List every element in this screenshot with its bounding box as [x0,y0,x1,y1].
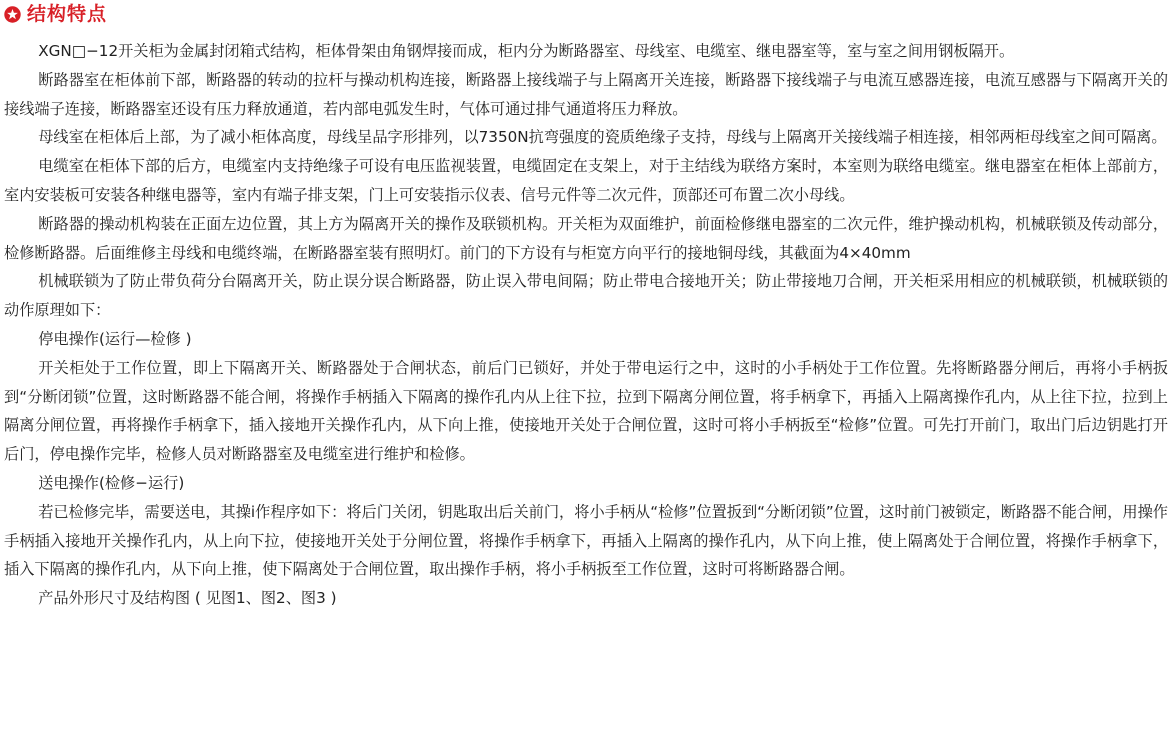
star-badge-icon [4,6,21,23]
paragraph-power-on-heading: 送电操作(检修−运行) [38,473,185,492]
paragraph-dimensions-note: 产品外形尺寸及结构图 ( 见图1、图2、图3 ) [38,589,337,608]
paragraph-structure-overview: XGN□−12开关柜为金属封闭箱式结构，柜体骨架由角钢焊接而成，柜内分为断路器室、母线室、电缆室、继电器室等，室与室之间用钢板隔开。 [38,42,1015,60]
section-header [4,1,107,27]
paragraph-power-off-procedure: 开关柜处于工作位置，即上下隔离开关、断路器处于合闸状态，前后门已锁好，并处于带电运行之中，这时的小手柄处于工作位置。先将断路器分闸后，再将小手柄扳到“分断闭锁”位置，这时断路器不能合闸，将操作手柄插入下隔离的操作孔内从上往下拉，拉到下隔离分闸位置，将手柄拿下，再插入上隔离操作孔内，从上往下拉，拉到上隔离分闸位置，再将操作手柄拿下，插入接地开关操作孔内，从下向上推，使接地开关处于合闸位置，这时可将小手柄扳至“检修”位置。可先打开前门，取出门后边钥匙打开后门，停电操作完毕，检修人员对断路器室及电缆室进行维护和检修。 [4,358,1168,464]
paragraph-power-on-procedure: 若已检修完毕，需要送电，其操i作程序如下：将后门关闭，钥匙取出后关前门，将小手柄从“检修”位置扳到“分断闭锁”位置，这时前门被锁定，断路器不能合闸，用操作手柄插入接地开关操作孔内，从上向下拉，使接地开关处于分闸位置，将操作手柄拿下，再插入上隔离的操作孔内，从下向上推，使上隔离处于合闸位置，将操作手柄拿下，插入下隔离的操作孔内，从下向上推，使下隔离处于合闸位置，取出操作手柄，将小手柄扳至工作位置，这时可将断路器合闸。 [4,502,1168,579]
paragraph-busbar-room: 母线室在柜体后上部，为了减小柜体高度，母线呈品字形排列，以7350N抗弯强度的瓷质绝缘子支持，母线与上隔离开关接线端子相连接，相邻两柜母线室之间可隔离。 [38,128,1167,147]
paragraph-power-off-heading: 停电操作(运行—检修 ) [38,329,192,348]
paragraph-mechanical-interlock: 机械联锁为了防止带负荷分台隔离开关，防止误分误合断路器，防止误入带电间隔；防止带电合接地开关；防止带接地刀合闸，开关柜采用相应的机械联锁，机械联锁的动作原理如下： [4,272,1168,320]
body-text [4,37,1168,613]
paragraph-operating-mechanism: 断路器的操动机构装在正面左边位置，其上方为隔离开关的操作及联锁机构。开关柜为双面维护，前面检修继电器室的二次元件，维护操动机构，机械联锁及传动部分，检修断路器。后面维修主母线和电缆终端，在断路器室装有照明灯。前门的下方设有与柜宽方向平行的接地铜母线，其截面为4×40mm [4,214,1168,262]
section-title: 结构特点 [27,3,108,25]
paragraph-cable-room: 电缆室在柜体下部的后方，电缆室内支持绝缘子可设有电压监视装置，电缆固定在支架上，对于主结线为联络方案时，本室则为联络电缆室。继电器室在柜体上部前方，室内安装板可安装各种继电器等，室内有端子排支架，门上可安装指示仪表、信号元件等二次元件，顶部还可布置二次小母线。 [4,157,1168,204]
paragraph-breaker-room: 断路器室在柜体前下部，断路器的转动的拉杆与操动机构连接，断路器上接线端子与上隔离开关连接，断路器下接线端子与电流互感器连接，电流互感器与下隔离开关的接线端子连接，断路器室还设有压力释放通道，若内部电弧发生时，气体可通过排气通道将压力释放。 [4,70,1168,118]
